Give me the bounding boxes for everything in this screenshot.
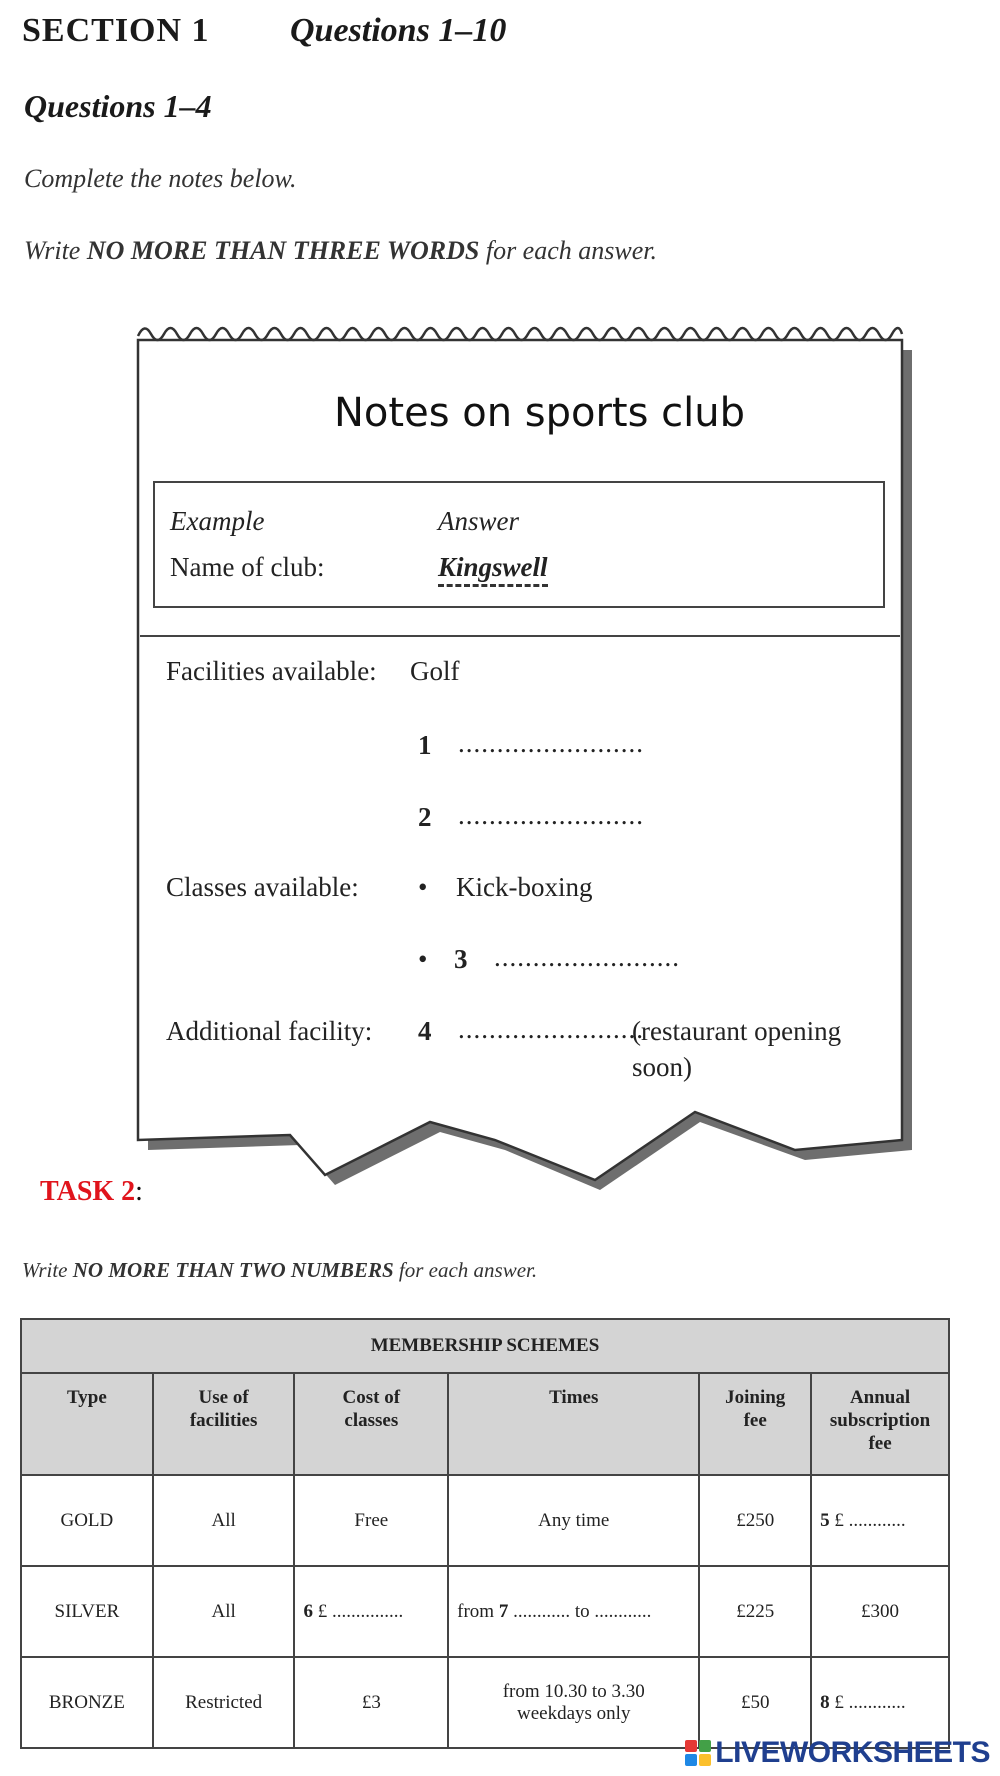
cell-type: GOLD	[21, 1475, 153, 1566]
cell-type: SILVER	[21, 1566, 153, 1657]
question-1-blank[interactable]: ........................	[458, 728, 644, 758]
table-caption: MEMBERSHIP SCHEMES	[21, 1319, 949, 1373]
bullet-2: •	[418, 944, 428, 974]
question-6-blank[interactable]: 6 £ ...............	[294, 1566, 448, 1657]
facilities-label: Facilities available:	[166, 656, 377, 686]
cell-joining: £250	[699, 1475, 811, 1566]
question-5-blank[interactable]: 5 £ ............	[811, 1475, 949, 1566]
liveworksheets-logo-icon	[685, 1740, 711, 1766]
header-joining: Joining fee	[699, 1373, 811, 1475]
club-name-label: Name of club:	[170, 552, 325, 582]
question-3-blank[interactable]: ........................	[494, 942, 680, 972]
question-4-blank[interactable]: ........................	[458, 1014, 644, 1044]
task-2-colon: :	[135, 1176, 143, 1207]
cell-cost: £3	[294, 1657, 448, 1748]
question-8-blank[interactable]: 8 £ ............	[811, 1657, 949, 1748]
table-row-gold	[21, 1475, 949, 1566]
cell-use: All	[153, 1566, 295, 1657]
question-2-blank[interactable]: ........................	[458, 800, 644, 830]
cell-times: from 10.30 to 3.30 weekdays only	[448, 1657, 699, 1748]
task-2-heading	[40, 1176, 143, 1208]
section-heading: SECTION 1	[22, 12, 210, 49]
class-kick-boxing: Kick-boxing	[456, 872, 593, 902]
bullet-1: •	[418, 872, 428, 902]
cell-cost: Free	[294, 1475, 448, 1566]
instruction-complete: Complete the notes below.	[24, 164, 297, 193]
notes-title: Notes on sports club	[334, 390, 746, 436]
cell-times: Any time	[448, 1475, 699, 1566]
question-4-note-line1: (restaurant opening	[632, 1016, 842, 1046]
question-4-number: 4	[418, 1016, 432, 1046]
cell-joining: £50	[699, 1657, 811, 1748]
cell-annual: £300	[811, 1566, 949, 1657]
header-use: Use of facilities	[153, 1373, 295, 1475]
cell-joining: £225	[699, 1566, 811, 1657]
table-header-row	[21, 1373, 949, 1475]
question-2-number: 2	[418, 802, 432, 832]
cell-use: All	[153, 1475, 295, 1566]
question-1-number: 1	[418, 730, 432, 760]
example-label: Example	[170, 506, 265, 536]
cell-type: BRONZE	[21, 1657, 153, 1748]
table-row-silver	[21, 1566, 949, 1657]
instruction-number-limit: Write NO MORE THAN TWO NUMBERS for each answer.	[22, 1258, 538, 1282]
club-name-answer: Kingswell	[438, 552, 548, 583]
instruction-word-limit: Write NO MORE THAN THREE WORDS for each answer.	[24, 236, 658, 265]
liveworksheets-wordmark: LIVEWORKSHEETS	[715, 1736, 990, 1769]
facility-golf: Golf	[410, 656, 460, 686]
header-cost: Cost of classes	[294, 1373, 448, 1475]
cell-use: Restricted	[153, 1657, 295, 1748]
task-2-label: TASK 2	[40, 1176, 136, 1207]
question-3-number: 3	[454, 944, 468, 974]
questions-range-heading: Questions 1–10	[290, 12, 507, 49]
classes-label: Classes available:	[166, 872, 359, 902]
question-4-note-line2: soon)	[632, 1052, 692, 1082]
additional-facility-label: Additional facility:	[166, 1016, 373, 1046]
header-annual: Annual subscription fee	[811, 1373, 949, 1475]
subheading: Questions 1–4	[24, 88, 212, 124]
answer-label: Answer	[438, 506, 519, 536]
header-type: Type	[21, 1373, 153, 1475]
table-row-bronze	[21, 1657, 949, 1748]
header-times: Times	[448, 1373, 699, 1475]
membership-table	[20, 1318, 950, 1749]
liveworksheets-brand[interactable]	[685, 1736, 990, 1770]
question-7-blank[interactable]: from 7 ............ to ............	[448, 1566, 699, 1657]
